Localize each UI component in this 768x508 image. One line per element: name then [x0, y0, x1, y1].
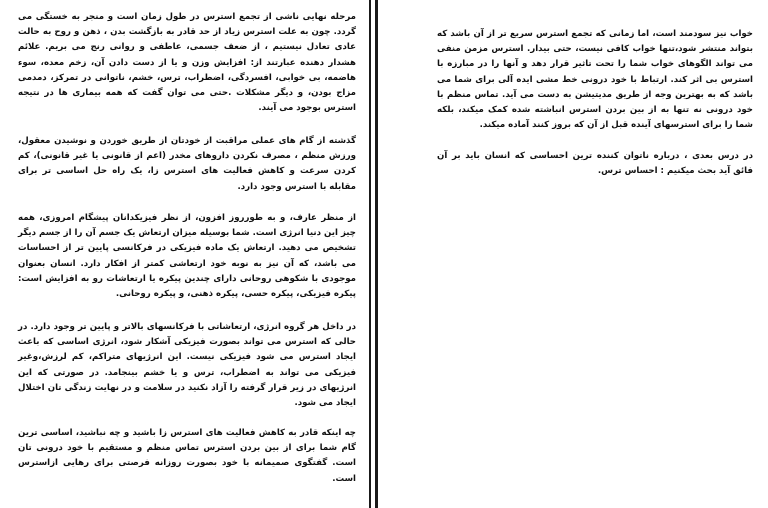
- paragraph: در داخل هر گروه انرژی، ارتعاشاتی با فرکانسهای بالاتر و پایین تر وجود دارد. در حالی که استرس می تواند بصورت فیزیکی آشکار شود، انرژی اساسی که باعث ایجاد استرس می شود فیزیکی نیست. این انرژیهای متراکم، کم لرزش،وغیر فیزیکی می تواند به اضطراب، ترس و یا خشم بینجامد. در صورتی که این انرژیهای در زیر قرار گرفته را آزاد نکنید در سلامت و در نهایت زندگی تان اختلال ایجاد می شود.: [18, 322, 356, 409]
- page-divider: [368, 0, 379, 508]
- page-edge-line: [375, 0, 378, 508]
- paragraph: گذشته از گام های عملی مراقبت از خودتان از طریق خوردن و نوشیدن معقول، ورزش منظم ، مصرف نکردن داروهای مخدر (اعم از قانونی یا غیر قانونی)، کم کردن سرعت و کاهش فعالیت های استرس زا، یک راه حل اساسی تر برای مقابله با استرس وجود دارد.: [18, 136, 356, 192]
- paragraph: مرحله نهایی ناشی از تجمع استرس در طول زمان است و منجر به خستگی می گردد. چون به علت استرس زیاد از حد قادر به بازگشت بدن ، ذهن و روح به حالت عادی تعادل نیستیم ، از ضعف جسمی، عاطفی و روانی رنج می بریم. علائم هشدار دهنده عبارتند از: افزایش وزن و یا از دست دادن آن، زخم معده، سوء هاضمه، بی خوابی، افسردگی، اضطراب، ترس، خشم، ناتوانی در تمرکز، دمدمی مزاج بودن، و دیگر مشکلات .حتی می توان گفت که همه بیماری ها در نتیجه استرس بوجود می آیند.: [18, 12, 356, 114]
- paragraph: از منظر عارف، و به طورروز افزون، از نظر فیزیکدانان پیشگام امروزی، همه چیز این دنیا انرژی است. شما بوسیله میزان ارتعاش یک جسم آن را از جسم دیگر تشخیص می دهید. ارتعاش یک ماده فیزیکی در فرکانسی پایین تر از احساسات می باشد، که آن نیز به نوبه خود ارتعاشی کمتر از افکار دارد. انسان بعنوان موجودی با شکوهی روحانی دارای چندین پیکره یا ارتعاشات رو به افزایش است: پیکره فیزیکی، پیکره حسی، پیکره ذهنی، و پیکره روحانی.: [18, 213, 356, 300]
- paragraph: چه اینکه قادر به کاهش فعالیت های استرس زا باشید و چه نباشید، اساسی ترین گام شما برای از بین بردن استرس تماس منظم و مستقیم با خود درونی تان است. گفتگوی صمیمانه با خود بصورت روزانه فرصتی برای رهایی ازاسترس است.: [18, 428, 356, 484]
- left-page: [0, 0, 368, 508]
- paragraph: خواب نیز سودمند است، اما زمانی که تجمع استرس سریع تر از آن باشد که بتواند منتشر شود،تنها خواب کافی نیست، حتی بیدار. استرس مزمن منفی می تواند الگوهای خواب شما را تحت تاثیر قرار دهد و آنها را در مبارزه با استرس بی اثر کند. ارتباط با خود درونی خط مشی ایده آلی برای شما می باشد که به بهترین وجه از طریق مدیتیشن به دست می آید. تماس منظم با خود درونی نه تنها به از بین بردن استرس انباشته شده کمک میکند، بلکه شما را برای استرسهای آینده قبل از آن که بروز کنند آماده میکند.: [437, 29, 753, 131]
- right-page: [379, 0, 768, 508]
- page-edge-line: [369, 0, 371, 508]
- paragraph: در درس بعدی ، درباره ناتوان کننده ترین احساسی که انسان باید بر آن فائق آید بحث میکنیم : احساس ترس.: [437, 151, 753, 177]
